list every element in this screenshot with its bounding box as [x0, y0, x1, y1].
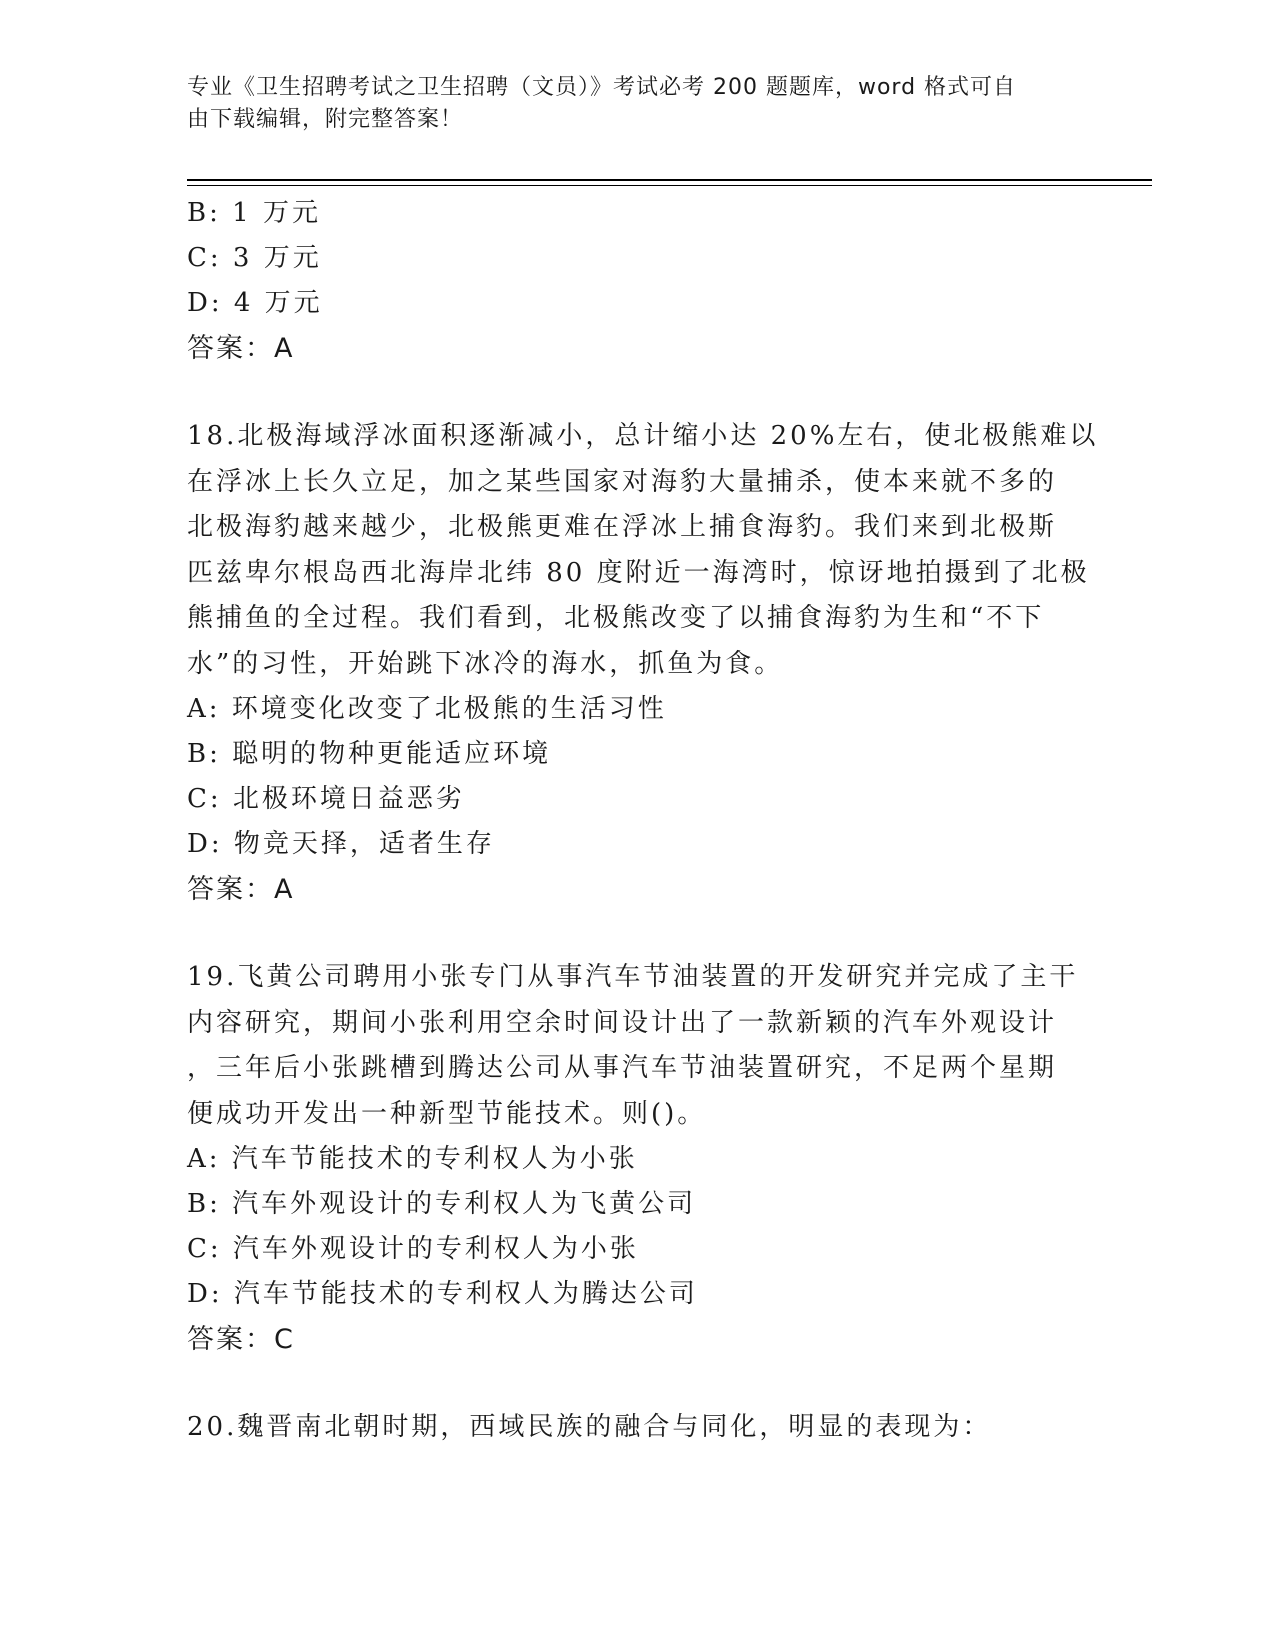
q18-stem-line: 在浮冰上长久立足，加之某些国家对海豹大量捕杀，使本来就不多的 [187, 466, 1058, 497]
question-20 [187, 1405, 1087, 1450]
header-line-1: 专业《卫生招聘考试之卫生招聘（文员）》考试必考 200 题题库，word 格式可自 [187, 75, 1017, 100]
question-18 [187, 414, 1099, 912]
q18-stem-line: 水”的习性，开始跳下冰冷的海水，抓鱼为食。 [187, 648, 784, 679]
q17-option-c: C: 3 万元 [187, 243, 322, 273]
page-header [187, 72, 1067, 136]
q18-answer: 答案：A [187, 874, 295, 905]
q19-option-b: B: 汽车外观设计的专利权人为飞黄公司 [187, 1189, 697, 1219]
q19-option-d: D: 汽车节能技术的专利权人为腾达公司 [187, 1279, 698, 1309]
spacer [187, 371, 1087, 414]
q18-option-a: A: 环境变化改变了北极熊的生活习性 [187, 694, 667, 724]
spacer [187, 912, 1087, 955]
q18-option-c: C: 北极环境日益恶劣 [187, 784, 465, 814]
q18-stem [187, 414, 1099, 687]
q17-option-d: D: 4 万元 [187, 288, 323, 318]
q19-stem-line: ，三年后小张跳槽到腾达公司从事汽车节油装置研究，不足两个星期 [187, 1053, 1058, 1083]
q19-stem-line: 19.飞黄公司聘用小张专门从事汽车节油装置的开发研究并完成了主干 [187, 962, 1079, 992]
q17-answer: 答案：A [187, 333, 295, 364]
spacer [187, 1362, 1087, 1405]
q20-stem: 20.魏晋南北朝时期，西域民族的融合与同化，明显的表现为： [187, 1412, 992, 1442]
q19-stem [187, 955, 1087, 1137]
q19-option-c: C: 汽车外观设计的专利权人为小张 [187, 1234, 639, 1264]
q19-stem-line: 便成功开发出一种新型节能技术。则()。 [187, 1098, 707, 1129]
q19-option-a: A: 汽车节能技术的专利权人为小张 [187, 1144, 638, 1174]
question-19 [187, 955, 1087, 1362]
q18-option-d: D: 物竞天择，适者生存 [187, 829, 495, 859]
q19-stem-line: 内容研究，期间小张利用空余时间设计出了一款新颖的汽车外观设计 [187, 1007, 1058, 1038]
question-content [187, 191, 1099, 1450]
q17-option-b: B: 1 万元 [187, 198, 321, 228]
header-line-2: 由下载编辑，附完整答案！ [187, 107, 464, 132]
question-17 [187, 191, 1087, 371]
q18-option-b: B: 聪明的物种更能适应环境 [187, 739, 552, 769]
q18-stem-line: 熊捕鱼的全过程。我们看到，北极熊改变了以捕食海豹为生和“不下 [187, 603, 1045, 633]
header-divider-thin [187, 185, 1152, 186]
header-divider-thick [187, 179, 1152, 181]
q18-stem-line: 18.北极海域浮冰面积逐渐减小，总计缩小达 20%左右，使北极熊难以 [187, 421, 1099, 451]
q18-stem-line: 北极海豹越来越少，北极熊更难在浮冰上捕食海豹。我们来到北极斯 [187, 512, 1058, 542]
q18-stem-line: 匹兹卑尔根岛西北海岸北纬 80 度附近一海湾时，惊讶地拍摄到了北极 [187, 557, 1090, 588]
q19-answer: 答案：C [187, 1324, 295, 1355]
